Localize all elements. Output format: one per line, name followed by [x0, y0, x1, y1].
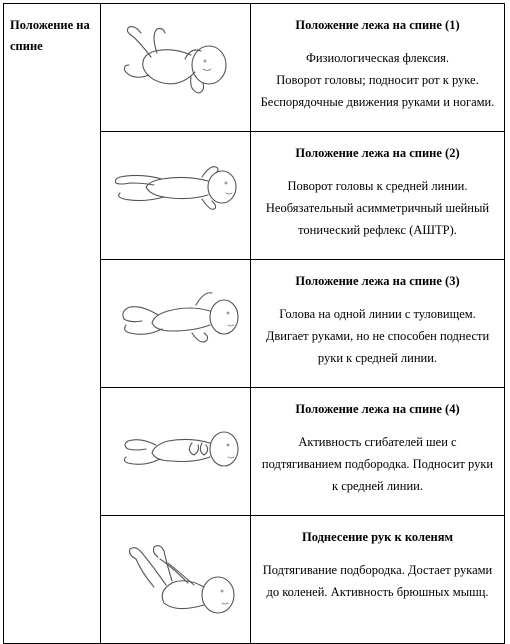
row-description: Голова на одной линии с туловищем. Двигает руками, но не способен поднести руки к средней линии. [265, 307, 490, 365]
infant-supine-head-aligned-illustration [106, 283, 246, 363]
category-cell [4, 4, 101, 644]
row-title: Положение лежа на спине (3) [295, 274, 460, 288]
illustration-cell [101, 388, 251, 516]
row-title: Положение лежа на спине (4) [295, 402, 460, 416]
description-cell [251, 388, 505, 516]
infant-supine-midline-illustration [106, 155, 246, 235]
illustration-cell [101, 516, 251, 644]
row-title: Положение лежа на спине (2) [295, 146, 460, 160]
infant-supine-hands-midline-illustration [106, 411, 246, 491]
illustration-cell [101, 132, 251, 260]
description-cell [251, 4, 505, 132]
row-description: Подтягивание подбородка. Достает руками до коленей. Активность брюшных мышц. [262, 563, 493, 599]
category-label: Положение на спине [10, 18, 90, 53]
row-description: Активность сгибателей шеи с подтягиванием подбородка. Подносит руки к средней линии. [261, 435, 494, 493]
illustration-cell [101, 4, 251, 132]
description-cell [251, 132, 505, 260]
row-title: Положение лежа на спине (1) [295, 18, 460, 32]
description-cell [251, 260, 505, 388]
description-cell [251, 516, 505, 644]
row-description: Поворот головы к средней линии. Необязательный асимметричный шейный тонический рефлекс (АШТР). [265, 179, 490, 237]
illustration-cell [101, 260, 251, 388]
table-row [4, 4, 505, 132]
infant-hands-to-knees-illustration [106, 529, 246, 629]
row-title: Поднесение рук к коленям [301, 530, 454, 544]
infant-supine-flexion-illustration [111, 17, 241, 117]
development-table [3, 3, 505, 644]
row-description: Физиологическая флексия. Поворот головы; подносит рот к руке. Беспорядочные движения руками и ногами. [260, 51, 495, 109]
